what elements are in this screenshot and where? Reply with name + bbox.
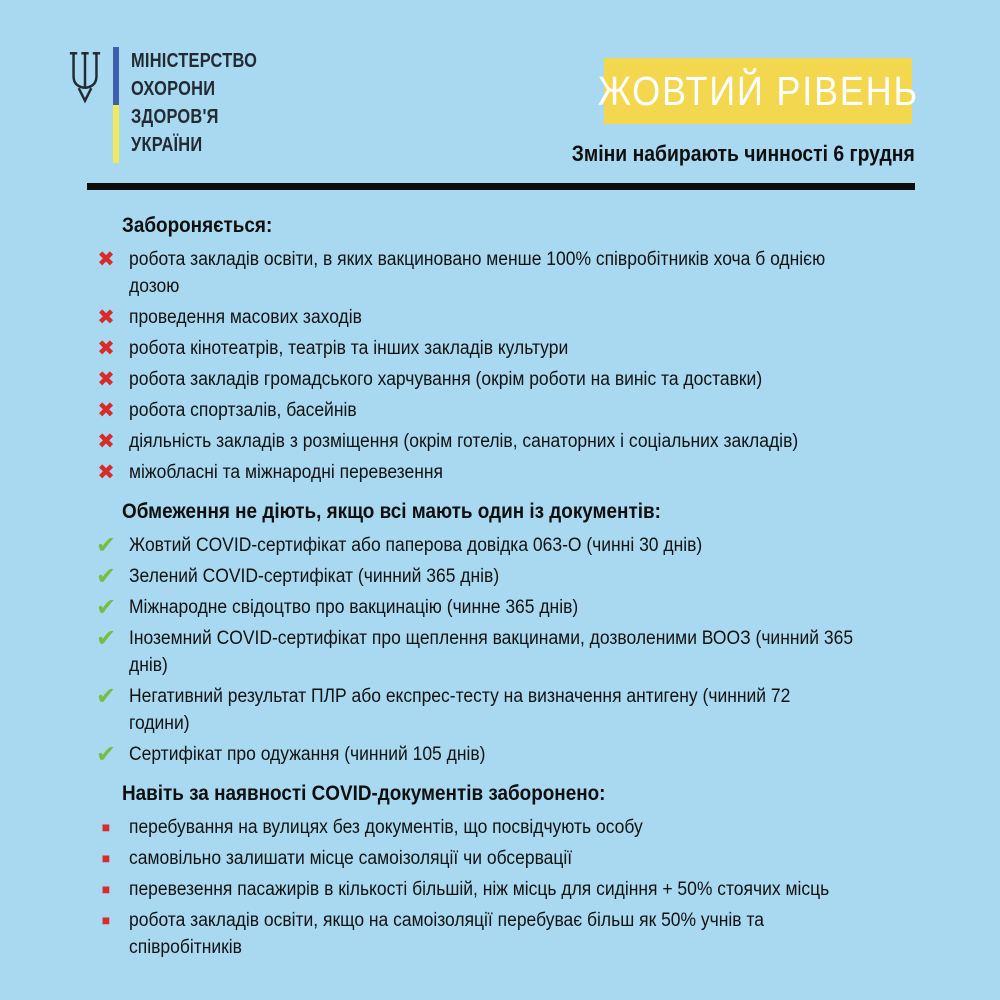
ministry-name-line: УКРАЇНИ bbox=[131, 134, 203, 156]
ministry-logo bbox=[67, 47, 285, 163]
green-check-icon: ✔ bbox=[95, 594, 117, 621]
section-always-prohibited bbox=[93, 782, 917, 961]
list-item bbox=[93, 304, 917, 331]
item-text: проведення масових заходів bbox=[129, 307, 362, 328]
green-check-icon: ✔ bbox=[95, 563, 117, 590]
list-item bbox=[93, 907, 917, 961]
ministry-name-line: МІНІСТЕРСТВО bbox=[131, 50, 258, 72]
red-x-icon: ✖ bbox=[97, 461, 115, 484]
list-item bbox=[93, 741, 917, 768]
list-item bbox=[93, 532, 917, 559]
item-text: робота закладів громадського харчування (окрім роботи на виніс та доставки) bbox=[129, 369, 763, 390]
list-item bbox=[93, 683, 917, 737]
red-x-icon: ✖ bbox=[97, 430, 115, 453]
green-check-icon: ✔ bbox=[95, 532, 117, 559]
list-item bbox=[93, 876, 917, 903]
green-check-icon: ✔ bbox=[95, 683, 117, 710]
red-x-icon: ✖ bbox=[97, 337, 115, 360]
list-item bbox=[93, 335, 917, 362]
item-text: Сертифікат про одужання (чинний 105 днів) bbox=[129, 744, 486, 765]
red-square-icon: ■ bbox=[101, 819, 111, 835]
flag-yellow-segment bbox=[113, 105, 119, 163]
item-text: перевезення пасажирів в кількості більшій, ніж місць для сидіння + 50% стоячих місць bbox=[129, 879, 830, 900]
item-text: перебування на вулицях без документів, що посвідчують особу bbox=[129, 817, 643, 838]
item-text: робота кінотеатрів, театрів та інших закладів культури bbox=[129, 338, 569, 359]
section-documents-exempt bbox=[93, 500, 917, 768]
section-heading: Навіть за наявності COVID-документів заборонено: bbox=[122, 782, 606, 805]
list-item bbox=[93, 594, 917, 621]
item-text: робота закладів освіти, якщо на самоізоляції перебуває більш як 50% учнів та співробітників bbox=[129, 910, 764, 958]
rules-content bbox=[93, 214, 917, 965]
ministry-name bbox=[131, 47, 257, 159]
always-prohibited-list bbox=[93, 814, 917, 961]
ministry-name-line: ЗДОРОВ'Я bbox=[131, 106, 219, 128]
list-item bbox=[93, 397, 917, 424]
item-text: Зелений COVID-сертифікат (чинний 365 днів) bbox=[129, 566, 500, 587]
item-text: самовільно залишати місце самоізоляції чи обсервації bbox=[129, 848, 573, 869]
item-text: Жовтий COVID-сертифікат або паперова довідка 063-О (чинні 30 днів) bbox=[129, 535, 703, 556]
item-text: Іноземний COVID-сертифікат про щеплення вакцинами, дозволеними ВООЗ (чинний 365 днів) bbox=[129, 628, 854, 676]
red-x-icon: ✖ bbox=[97, 248, 115, 271]
red-square-icon: ■ bbox=[101, 912, 111, 928]
red-x-icon: ✖ bbox=[97, 399, 115, 422]
list-item bbox=[93, 814, 917, 841]
red-x-icon: ✖ bbox=[97, 368, 115, 391]
list-item bbox=[93, 366, 917, 393]
list-item bbox=[93, 428, 917, 455]
list-item bbox=[93, 459, 917, 486]
list-item bbox=[93, 625, 917, 679]
list-item bbox=[93, 845, 917, 872]
red-x-icon: ✖ bbox=[97, 306, 115, 329]
documents-list bbox=[93, 532, 917, 768]
red-square-icon: ■ bbox=[101, 850, 111, 866]
level-badge bbox=[597, 58, 919, 124]
item-text: Негативний результат ПЛР або експрес-тесту на визначення антигену (чинний 72 години) bbox=[129, 686, 791, 734]
item-text: міжобласні та міжнародні перевезення bbox=[129, 462, 443, 483]
ukraine-trident-icon bbox=[67, 49, 103, 105]
ministry-name-line: ОХОРОНИ bbox=[131, 78, 216, 100]
blue-yellow-flag-bar-icon bbox=[113, 47, 119, 163]
effective-date: Зміни набирають чинності 6 грудня bbox=[572, 141, 915, 166]
green-check-icon: ✔ bbox=[95, 625, 117, 652]
red-square-icon: ■ bbox=[101, 881, 111, 897]
section-heading: Обмеження не діють, якщо всі мають один із документів: bbox=[122, 500, 661, 523]
flag-blue-segment bbox=[113, 47, 119, 105]
divider bbox=[87, 183, 915, 190]
green-check-icon: ✔ bbox=[95, 741, 117, 768]
list-item bbox=[93, 563, 917, 590]
item-text: робота спортзалів, басейнів bbox=[129, 400, 357, 421]
prohibited-list bbox=[93, 246, 917, 486]
item-text: діяльність закладів з розміщення (окрім готелів, санаторних і соціальних закладів) bbox=[129, 431, 799, 452]
list-item bbox=[93, 246, 917, 300]
level-badge-label: ЖОВТИЙ РІВЕНЬ bbox=[597, 67, 919, 114]
section-heading: Забороняється: bbox=[122, 214, 273, 237]
item-text: робота закладів освіти, в яких вакциновано менше 100% співробітників хоча б однією дозою bbox=[129, 249, 826, 297]
item-text: Міжнародне свідоцтво про вакцинацію (чинне 365 днів) bbox=[129, 597, 579, 618]
section-prohibited bbox=[93, 214, 917, 486]
